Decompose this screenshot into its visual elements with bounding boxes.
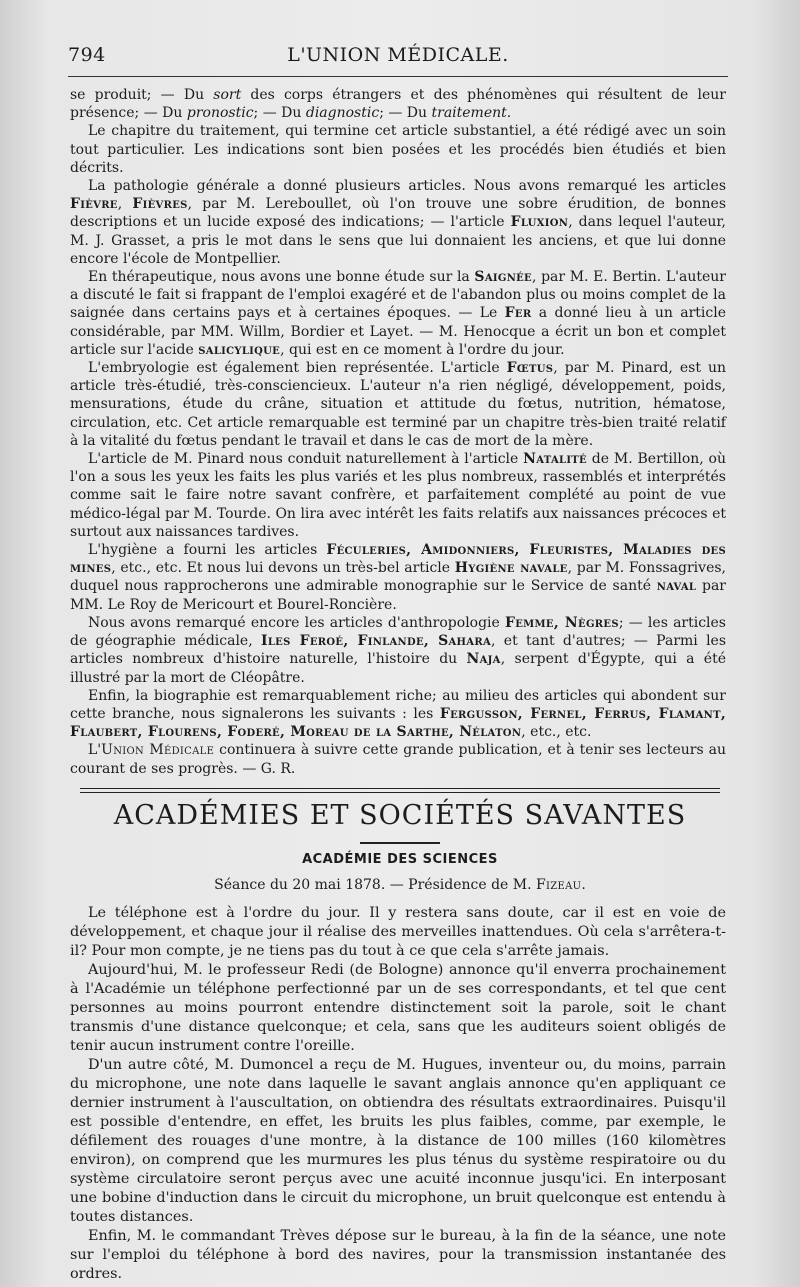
paragraph: L'Union Médicale continuera à suivre cette grande publication, et à tenir ses lecteurs au courant de ses progrès. — G. R. bbox=[70, 742, 726, 777]
journal-title: L'UNION MÉDICALE. bbox=[287, 44, 509, 66]
academy-text bbox=[70, 904, 726, 1284]
paragraph: L'embryologie est également bien représentée. L'article Fœtus, par M. Pinard, est un article très-étudié, très-consciencieux. L'auteur n'a rien négligé, développement, poids, mensurations, étude du crâne, situation et attitude du fœtus, nutrition, hématose, circulation, etc. Cet article remarquable est terminé par un chapitre très-bien traité relatif à la vitalité du fœtus pendant le travail et dans le cas de mort de la mère. bbox=[70, 360, 726, 449]
paragraph: Enfin, la biographie est remarquablement riche; au milieu des articles qui abondent sur cette branche, nous signalerons les suivants : les Fergusson, Fernel, Ferrus, Flamant, Flaubert, Flourens, Foderé, Moreau de la Sarthe, Nélaton, etc., etc. bbox=[70, 687, 726, 741]
title-rule bbox=[360, 842, 440, 844]
paragraph: Enfin, M. le commandant Trèves dépose sur le bureau, à la fin de la séance, une note sur l'emploi du téléphone à bord des navires, pour la transmission instantanée des ordres. bbox=[70, 1228, 726, 1282]
paragraph: En thérapeutique, nous avons une bonne étude sur la Saignée, par M. E. Bertin. L'auteur a discuté le fait si frappant de l'emploi exagéré et de l'abandon plus ou moins complet de la saignée dans certains pays et à certaines époques. — Le Fer a donné lieu à un article considérable, par MM. Willm, Bordier et Layet. — M. Henocque a écrit un bon et complet article sur l'acide salicylique, qui est en ce moment à l'ordre du jour. bbox=[70, 269, 726, 358]
paragraph: D'un autre côté, M. Dumoncel a reçu de M. Hugues, inventeur ou, du moins, parrain du microphone, une note dans laquelle le savant anglais annonce qu'en appliquant ce dernier instrument à l'auscultation, on obtiendra des résultats extraordinaires. Puisqu'il est possible d'entendre, en effet, les bruits les plus faibles, comme, par exemple, le défilement des rouages d'une montre, à la distance de 100 milles (160 kilomètres environ), on comprend que les murmures les plus ténus du système respiratoire ou du système circulatoire seront perçus avec une acuité inconnue jusqu'ici. En interposant une bobine d'induction dans le circuit du microphone, un bruit quelconque est entendu à toutes distances. bbox=[70, 1057, 726, 1225]
paragraph: Aujourd'hui, M. le professeur Redi (de Bologne) annonce qu'il enverra prochainement à l'Académie un téléphone perfectionné par un de ses correspondants, et tel que cent personnes au moins pourront entendre distinctement soit la parole, soit le chant transmis d'une distance quelconque; et cela, sans que les auditeurs soient obligés de tenir aucun instrument contre l'oreille. bbox=[70, 962, 726, 1054]
section-title: ACADÉMIES ET SOCIÉTÉS SAVANTES bbox=[113, 800, 687, 831]
header-rule bbox=[68, 76, 728, 77]
section-rule-top bbox=[80, 788, 720, 789]
paragraph: L'hygiène a fourni les articles Féculeries, Amidonniers, Fleuristes, Maladies des mines, etc., etc. Et nous lui devons un très-bel article Hygiène navale, par M. Fonssagrives, duquel nous rapprocherons une admirable monographie sur le Service de santé naval par MM. Le Roy de Mericourt et Bourel-Roncière. bbox=[70, 542, 726, 613]
section-subtitle: ACADÉMIE DES SCIENCES bbox=[302, 852, 498, 867]
paragraph: Le téléphone est à l'ordre du jour. Il y restera sans doute, car il est en voie de développement, et chaque jour il réalise des merveilles inattendues. Où cela s'arrêtera-t-il? Pour mon compte, je ne tiens pas du tout à ce que cela s'arrête jamais. bbox=[70, 905, 726, 959]
page-number: 794 bbox=[68, 44, 106, 66]
paragraph: La pathologie générale a donné plusieurs articles. Nous avons remarqué les articles Fièvre, Fièvres, par M. Lereboullet, où l'on trouve une sobre érudition, de bonnes descriptions et un lucide exposé des indications; — l'article Fluxion, dans lequel l'auteur, M. J. Grasset, a pris le mot dans le sens que lui donnaient les anciens, et que lui donne encore l'école de Montpellier. bbox=[70, 178, 726, 267]
paragraph: L'article de M. Pinard nous conduit naturellement à l'article Natalité de M. Bertillon, où l'on a sous les yeux les faits les plus variés et les plus nombreux, rassemblés et interprétés comme sait le faire notre savant confrère, et parfaitement complété au point de vue médico-légal par M. Tourde. On lira avec intérêt les faits relatifs aux naissances précoces et surtout aux naissances tardives. bbox=[70, 451, 726, 540]
running-head bbox=[68, 44, 728, 68]
review-text bbox=[70, 86, 726, 778]
paragraph: Nous avons remarqué encore les articles d'anthropologie Femme, Nègres; — les articles de géographie médicale, Iles Feroé, Finlande, Sahara, et tant d'autres; — Parmi les articles nombreux d'histoire naturelle, l'histoire du Naja, serpent d'Égypte, qui a été illustré par la mort de Cléopâtre. bbox=[70, 614, 727, 686]
paragraph: se produit; — Du sort des corps étrangers et des phénomènes qui résultent de leur présence; — Du pronostic; — Du diagnostic; — Du traitement. bbox=[70, 87, 726, 122]
paragraph: Le chapitre du traitement, qui termine cet article substantiel, a été rédigé avec un soin tout particulier. Les indications sont bien posées et les procédés bien étudiés et bien décrits. bbox=[70, 123, 726, 176]
section-rule-bottom bbox=[80, 792, 720, 793]
session-line: Séance du 20 mai 1878. — Présidence de M. Fizeau. bbox=[214, 877, 586, 893]
